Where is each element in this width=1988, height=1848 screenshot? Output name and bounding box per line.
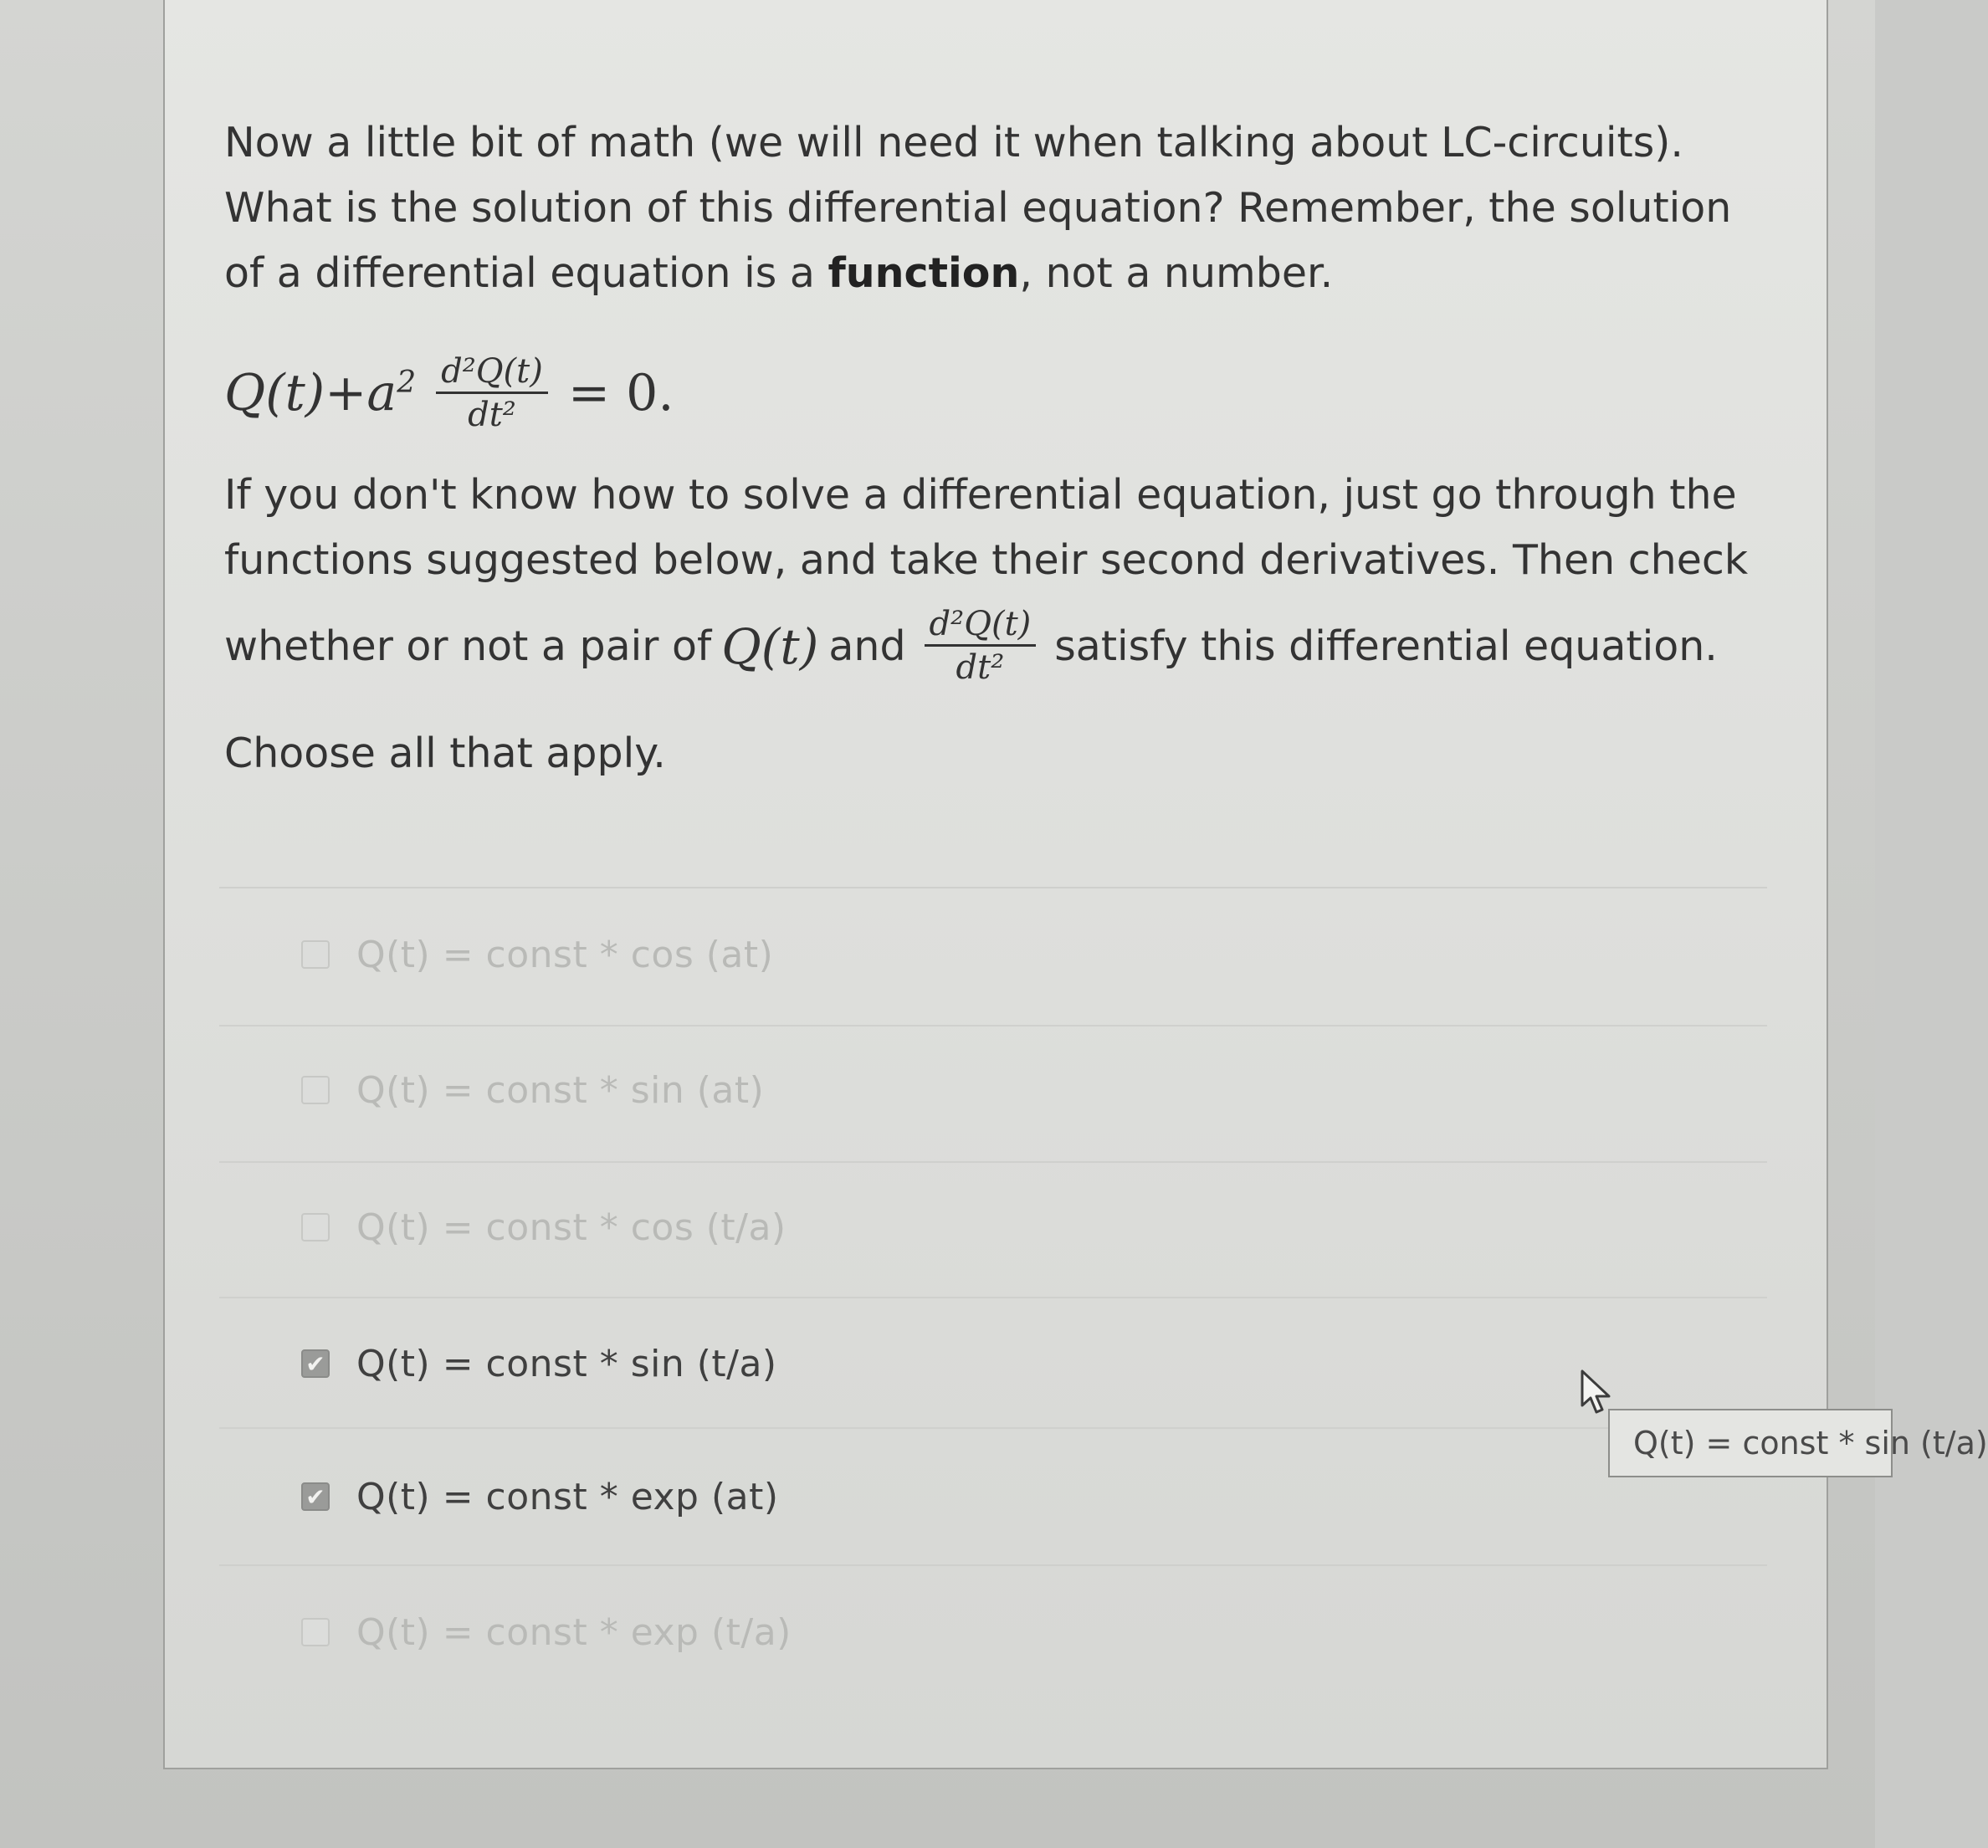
option-label: Q(t) = const * cos (at)	[356, 933, 774, 976]
option-divider	[219, 887, 1767, 888]
option-label: Q(t) = const * sin (at)	[356, 1068, 765, 1112]
intro-text: Now a little bit of math (we will need it when talking about LC-circuits). What is the solution of this differential equation? Remember, the solution of a differential equation is a	[224, 119, 1732, 297]
checkbox-checked[interactable]	[301, 1482, 330, 1511]
equation-a-exponent: 2	[397, 366, 417, 400]
option-exp-t-over-a[interactable]	[301, 1603, 792, 1661]
differential-equation	[224, 339, 674, 448]
hint-line3-and: and	[828, 622, 906, 670]
option-sin-at[interactable]	[301, 1061, 764, 1119]
option-divider	[219, 1161, 1767, 1163]
hint-inline-q: Q(t)	[721, 617, 819, 675]
option-label: Q(t) = const * cos (t/a)	[356, 1206, 786, 1249]
equation-a	[366, 364, 416, 422]
checkmark-icon: ✔	[305, 1482, 325, 1511]
checkbox[interactable]	[301, 1213, 330, 1241]
option-sin-t-over-a[interactable]	[301, 1334, 777, 1393]
option-cos-t-over-a[interactable]	[301, 1198, 786, 1257]
question-intro	[224, 110, 1764, 306]
checkbox[interactable]	[301, 940, 330, 969]
option-label: Q(t) = const * exp (t/a)	[356, 1610, 792, 1654]
intro-text-end: , not a number.	[1019, 249, 1334, 297]
option-divider	[219, 1564, 1767, 1566]
hint-line3-end: satisfy this differential equation.	[1054, 622, 1718, 670]
checkmark-icon: ✔	[305, 1349, 325, 1378]
choose-instruction: Choose all that apply.	[224, 729, 666, 777]
question-hint: If you don't know how to solve a differential equation, just go through the functions suggested below, and take their second derivatives. Then check	[224, 471, 1749, 584]
option-divider	[219, 1297, 1767, 1298]
equation-fraction-numerator: d²Q(t)	[441, 351, 543, 391]
checkbox[interactable]	[301, 1618, 330, 1646]
checkbox-checked[interactable]	[301, 1349, 330, 1378]
option-divider	[219, 1025, 1767, 1026]
drag-tooltip: Q(t) = const * sin (t/a)	[1608, 1409, 1893, 1477]
question-hint-line3	[224, 604, 1718, 689]
option-label: Q(t) = const * sin (t/a)	[356, 1342, 777, 1385]
hint-line3-start: whether or not a pair of	[224, 622, 712, 670]
option-exp-at[interactable]	[301, 1467, 779, 1526]
equation-rhs: = 0.	[567, 364, 674, 422]
hint-fraction-numerator: d²Q(t)	[929, 605, 1032, 643]
equation-lhs-q: Q(t)	[224, 364, 325, 422]
equation-fraction	[436, 351, 548, 436]
equation-a-base: a	[366, 364, 397, 422]
option-cos-at[interactable]	[301, 925, 773, 984]
option-label: Q(t) = const * exp (at)	[356, 1475, 779, 1518]
option-divider	[219, 1427, 1767, 1429]
equation-fraction-denominator: dt²	[468, 395, 516, 434]
checkbox[interactable]	[301, 1076, 330, 1104]
hint-fraction-denominator: dt²	[956, 648, 1005, 687]
intro-bold-word: function	[827, 249, 1020, 297]
hint-inline-fraction	[925, 604, 1037, 689]
equation-plus: +	[325, 364, 367, 422]
